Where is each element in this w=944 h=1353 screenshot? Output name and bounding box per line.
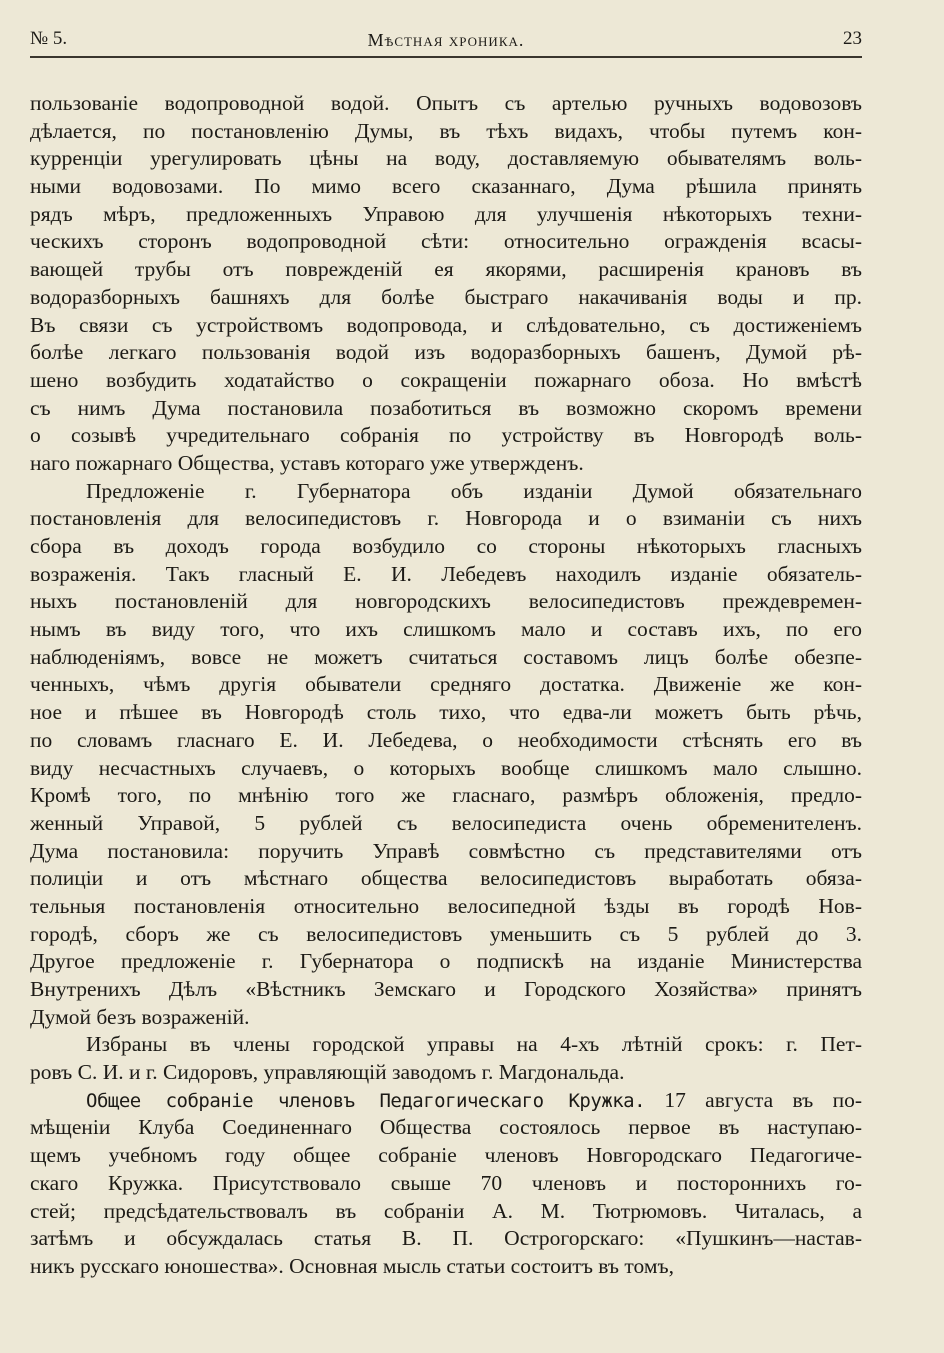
text-line: стей; предсѣдательствовалъ въ собраніи А. М. Тютрюмовъ. Читалась, а (30, 1198, 862, 1223)
text-line: болѣе легкаго пользованія водой изъ водоразборныхъ башенъ, Думой рѣ- (30, 340, 862, 365)
text-line: женный Управой, 5 рублей съ велосипедиста очень обременителенъ. (30, 810, 862, 835)
text-line: возраженія. Такъ гласный Е. И. Лебедевъ находилъ изданіе обязатель- (30, 561, 862, 586)
text-line: Внутренихъ Дѣлъ «Вѣстникъ Земскаго и Городского Хозяйства» принятъ (30, 977, 862, 1001)
text-line: Избраны въ члены городской управы на 4-хъ лѣтній срокъ: г. Пет- (86, 1032, 862, 1057)
text-line: Думой безъ возраженій. (30, 1004, 250, 1029)
paragraph (30, 90, 862, 478)
text-line: затѣмъ и обсуждалась статья В. П. Острогорскаго: «Пушкинъ—настав- (30, 1226, 862, 1251)
text-line: городѣ, сборъ же съ велосипедистовъ уменьшить съ 5 рублей до 3. (30, 921, 862, 946)
text-line (30, 1087, 862, 1115)
text-line: ровъ С. И. и г. Сидоровъ, управляющій заводомъ г. Магдональда. (30, 1060, 625, 1085)
line-text: 17 августа въ по- (645, 1087, 862, 1112)
text-line: никъ русскаго юношества». Основная мысль статьи состоитъ въ томъ, (30, 1253, 674, 1278)
document-page (30, 28, 862, 1281)
text-line: ныхъ постановленій для новгородскихъ велосипедистовъ преждевремен- (30, 589, 862, 614)
text-line: Въ связи съ устройствомъ водопровода, и слѣдовательно, съ достиженіемъ (30, 312, 862, 337)
text-line: мѣщеніи Клуба Соединеннаго Общества состоялось первое въ наступаю- (30, 1115, 862, 1140)
text-line: рядъ мѣръ, предложенныхъ Управою для улучшенія нѣкоторыхъ техни- (30, 201, 862, 226)
text-line: о созывѣ учредительнаго собранія по устройству въ Новгородѣ воль- (30, 423, 862, 448)
paragraph (30, 478, 862, 1032)
text-line: виду несчастныхъ случаевъ, о которыхъ вообще слишкомъ мало слышно. (30, 755, 862, 780)
text-line: курренціи урегулировать цѣны на воду, доставляемую обывателямъ воль- (30, 146, 862, 171)
text-line: водоразборныхъ башняхъ для болѣе быстраго накачиванія воды и пр. (30, 284, 862, 309)
text-line: по словамъ гласнаго Е. И. Лебедева, о необходимости стѣснять его въ (30, 727, 862, 752)
section-heading: Общее собраніе членовъ Педагогическаго Кружка. (86, 1089, 646, 1112)
text-line: наго пожарнаго Общества, уставъ котораго уже утвержденъ. (30, 450, 584, 475)
text-line: Предложеніе г. Губернатора объ изданіи Думой обязательнаго (86, 478, 862, 503)
text-line: щемъ учебномъ году общее собраніе членовъ Новгородскаго Педагогиче- (30, 1143, 862, 1168)
text-line: съ нимъ Дума постановила позаботиться въ возможно скоромъ времени (30, 395, 862, 420)
page-number: 23 (843, 28, 862, 49)
text-line: сбора въ доходъ города возбудило со стороны нѣкоторыхъ гласныхъ (30, 534, 862, 558)
text-line: нымъ въ виду того, что ихъ слишкомъ мало и составъ ихъ, по его (30, 617, 862, 642)
text-line: ческихъ сторонъ водопроводной сѣти: относительно огражденія всасы- (30, 229, 862, 254)
text-line: ными водовозами. По мимо всего сказаннаго, Дума рѣшила принять (30, 174, 862, 199)
text-line: вающей трубы отъ поврежденій ея якорями, расширенія крановъ въ (30, 257, 862, 282)
text-line: постановленія для велосипедистовъ г. Новгорода и о взиманіи съ нихъ (30, 506, 862, 531)
text-line: скаго Кружка. Присутствовало свыше 70 членовъ и постороннихъ го- (30, 1170, 862, 1195)
paragraph (30, 1087, 862, 1281)
text-line: Кромѣ того, по мнѣнію того же гласнаго, размѣръ обложенія, предло- (30, 783, 862, 808)
issue-number: № 5. (30, 28, 68, 49)
article-body (30, 90, 862, 1281)
paragraph (30, 1031, 862, 1086)
text-line: шено возбудить ходатайство о сокращеніи пожарнаго обоза. Но вмѣстѣ (30, 367, 862, 392)
section-title: Мѣстная хроника. (367, 30, 525, 50)
text-line: ное и пѣшее въ Новгородѣ столь тихо, что едва-ли можетъ быть рѣчь, (30, 700, 862, 725)
text-line: Дума постановила: поручить Управѣ совмѣстно съ представителями отъ (30, 838, 862, 863)
text-line: пользованіе водопроводной водой. Опытъ съ артелью ручныхъ водовозовъ (30, 91, 862, 115)
text-line: тельныя постановленія относительно велосипедной ѣзды въ городѣ Нов- (30, 893, 862, 918)
text-line: ченныхъ, чѣмъ другія обыватели средняго достатка. Движеніе же кон- (30, 672, 862, 697)
text-line: Другое предложеніе г. Губернатора о подпискѣ на изданіе Министерства (30, 949, 862, 974)
running-header (30, 28, 862, 54)
header-rule (30, 56, 862, 58)
text-line: дѣлается, по постановленію Думы, въ тѣхъ видахъ, чтобы путемъ кон- (30, 118, 862, 143)
text-line: полиціи и отъ мѣстнаго общества велосипедистовъ выработать обяза- (30, 866, 862, 891)
text-line: наблюденіямъ, вовсе не можетъ считаться составомъ лицъ болѣе обезпе- (30, 644, 862, 669)
